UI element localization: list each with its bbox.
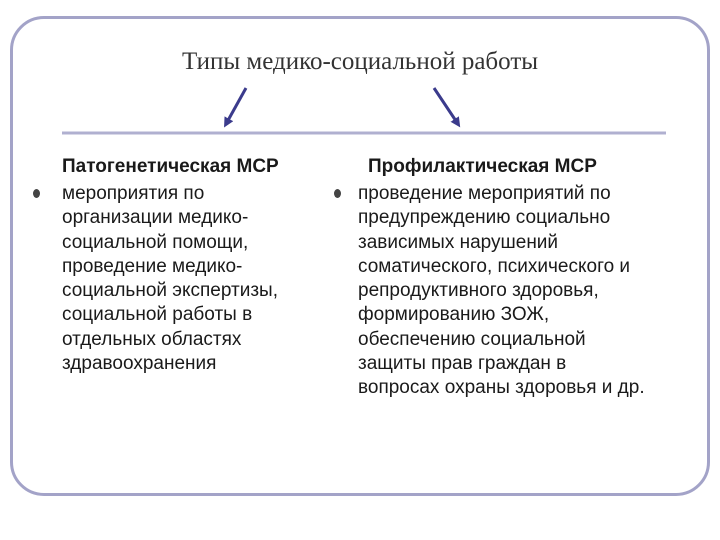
left-heading: Патогенетическая МСР bbox=[62, 156, 279, 177]
left-line: отдельных областях bbox=[62, 328, 242, 350]
right-body bbox=[358, 182, 645, 401]
left-bullet-icon bbox=[33, 189, 40, 198]
right-bullet-icon bbox=[334, 189, 341, 198]
left-line: проведение медико- bbox=[62, 255, 243, 277]
left-line: здравоохранения bbox=[62, 353, 217, 375]
right-line: репродуктивного здоровья, bbox=[358, 280, 599, 302]
right-line: зависимых нарушений bbox=[358, 231, 559, 253]
left-line: мероприятия по bbox=[62, 183, 205, 204]
arrow-right bbox=[434, 88, 458, 124]
right-heading: Профилактическая МСР bbox=[368, 156, 597, 177]
right-line: соматического, психического и bbox=[358, 255, 631, 277]
right-line: предупреждению социально bbox=[358, 207, 611, 229]
left-line: социальной работы в bbox=[62, 304, 253, 326]
right-line: защиты прав граждан в bbox=[358, 353, 567, 375]
slide-title: Типы медико-социальной работы bbox=[181, 48, 539, 75]
right-line: вопросах охраны здоровья и др. bbox=[358, 377, 645, 399]
left-line: социальной помощи, bbox=[62, 231, 249, 253]
right-line: формированию ЗОЖ, bbox=[358, 304, 550, 326]
left-line: организации медико- bbox=[62, 207, 249, 229]
left-body bbox=[62, 182, 278, 376]
left-line: социальной экспертизы, bbox=[62, 280, 278, 302]
right-line: проведение мероприятий по bbox=[358, 183, 611, 204]
arrow-left bbox=[226, 88, 246, 124]
right-line: обеспечению социальной bbox=[358, 328, 586, 350]
